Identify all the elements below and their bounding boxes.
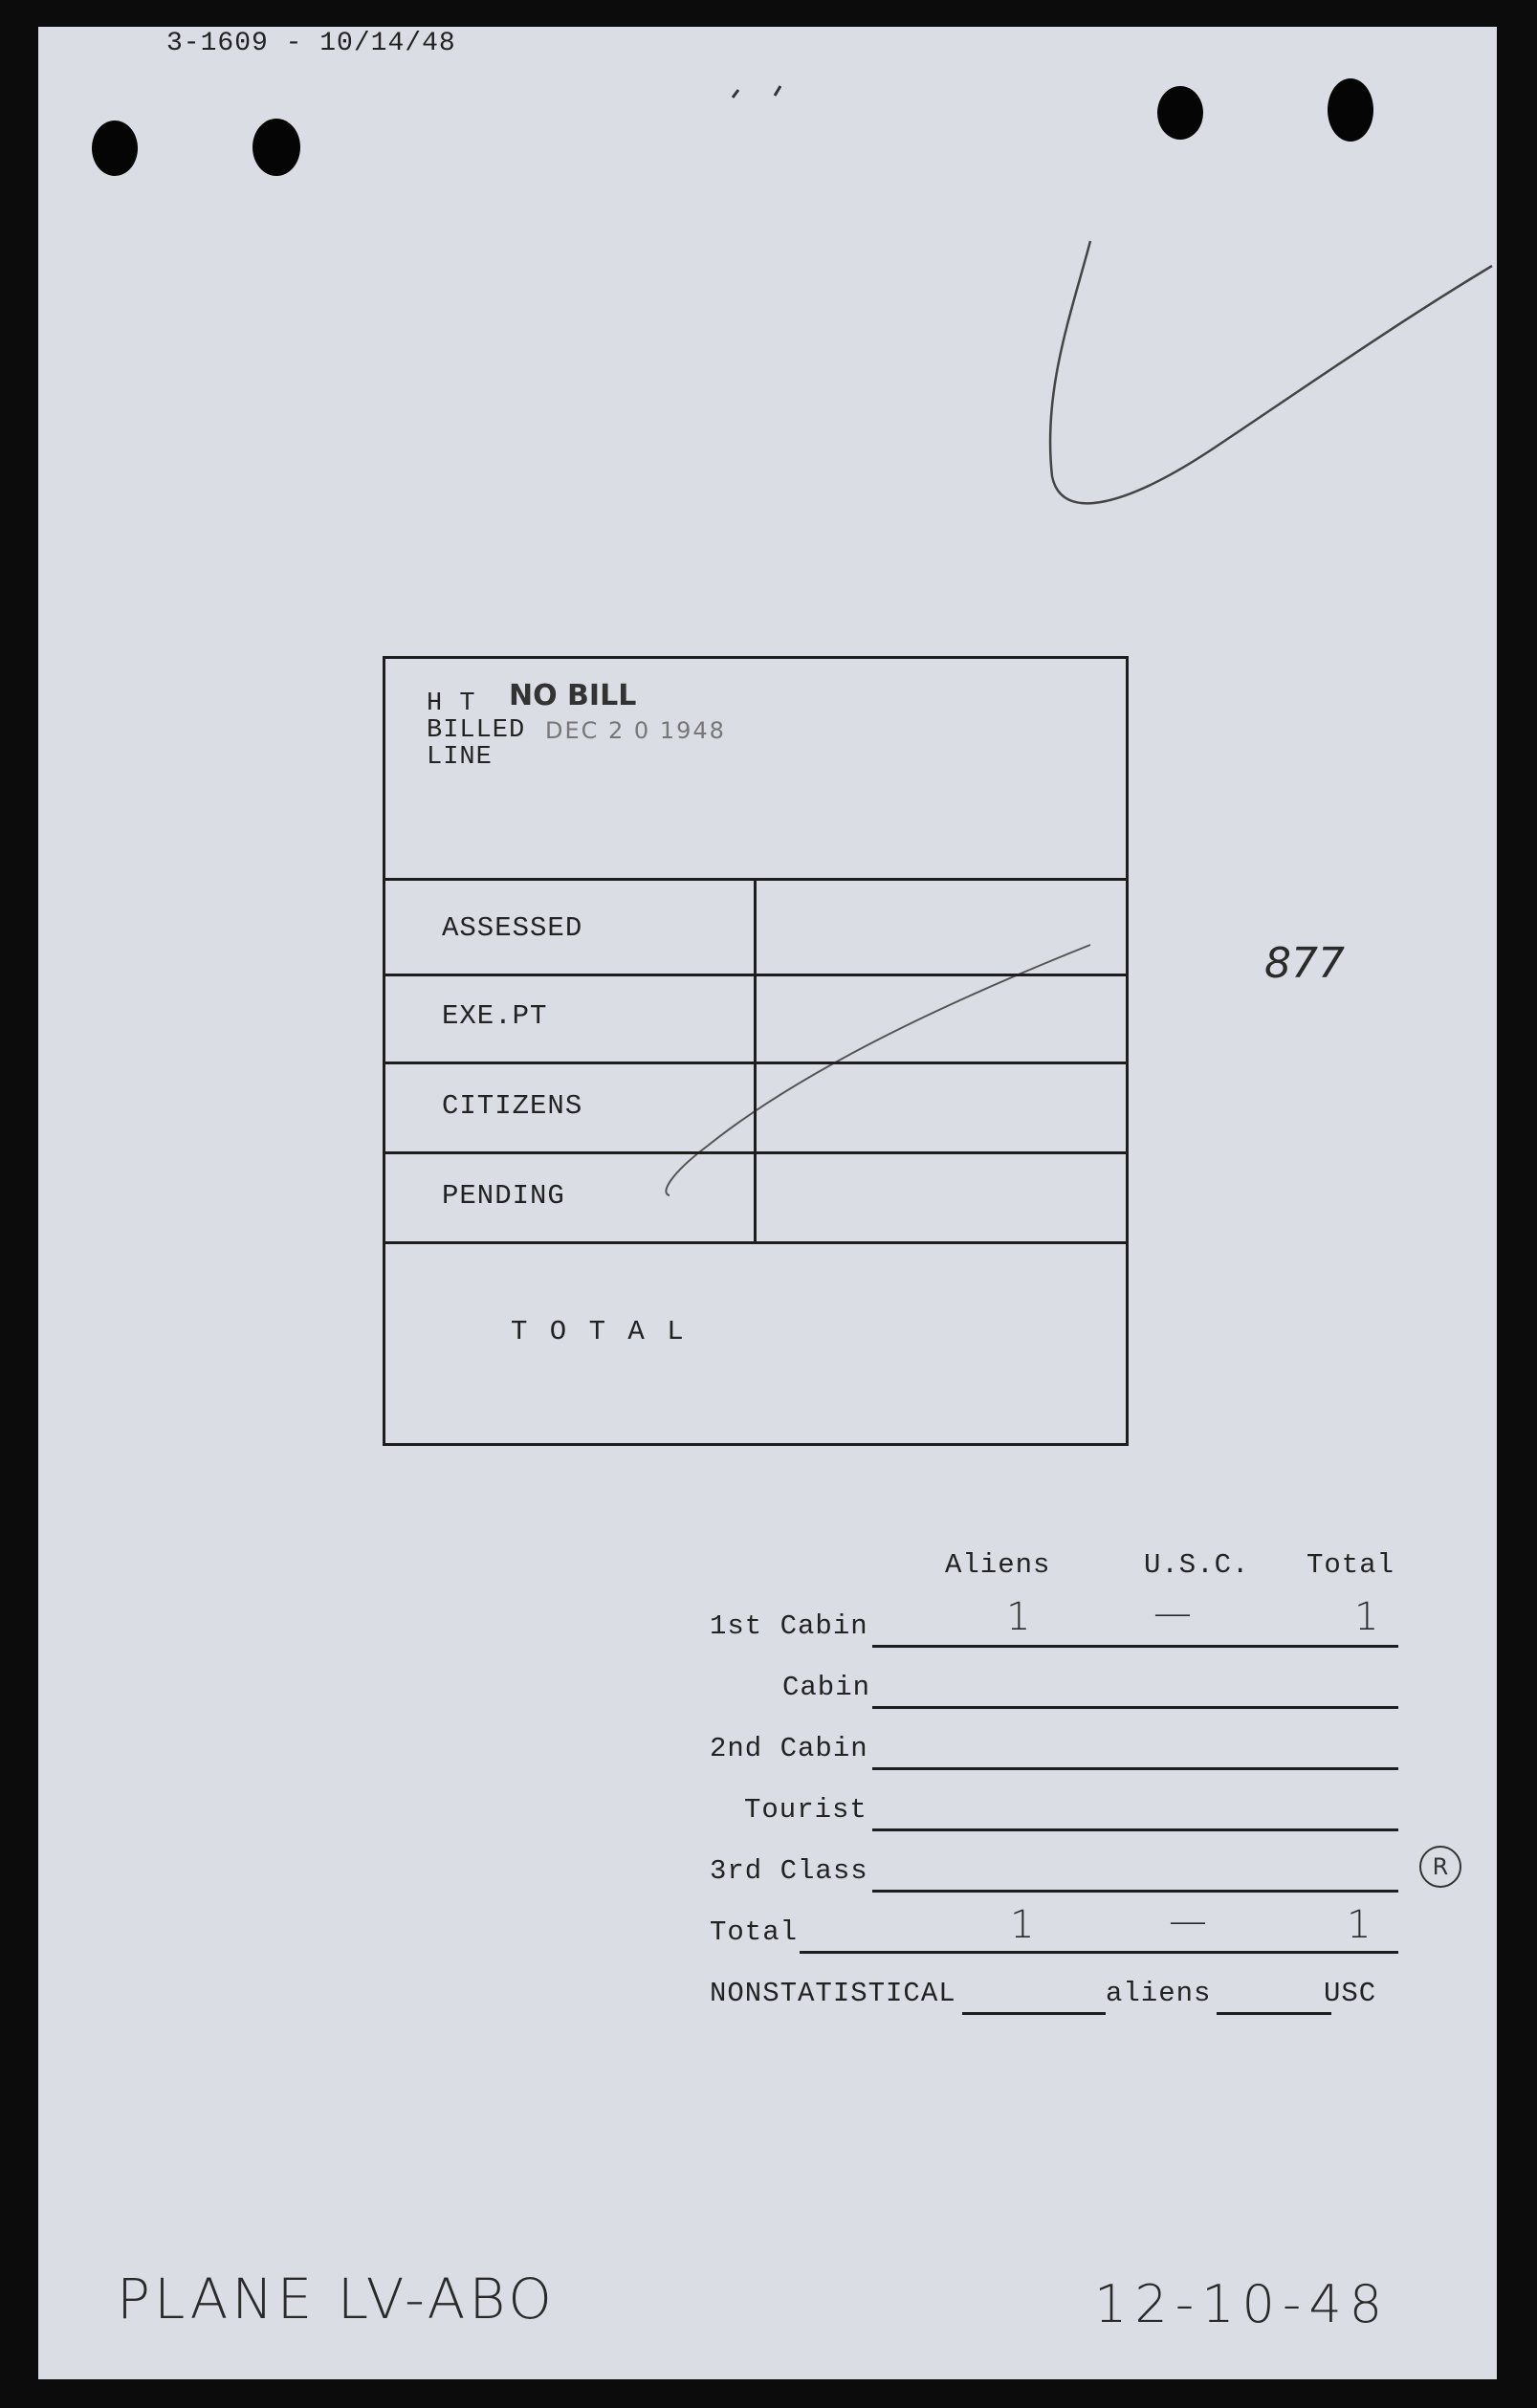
count-total: 1 [1354,1595,1379,1639]
billing-box [383,656,1129,1446]
nonstatistical-label: NONSTATISTICAL [710,1978,956,2009]
ht-label: H T [427,690,476,718]
count-usc: — [1169,1899,1207,1943]
header-usc: U.S.C. [1144,1549,1250,1581]
margin-note: 877 [1264,939,1345,988]
form-number: 3-1609 [166,29,269,58]
count-row-label: 1st Cabin [710,1610,868,1642]
billing-row-label: EXE.PT [442,1000,548,1032]
handwritten-date: 12-10-48 [1094,2274,1391,2334]
plane-note: PLANE LV-ABO [117,2266,556,2331]
document-page [38,27,1497,2379]
count-aliens: 1 [1010,1903,1035,1947]
no-bill-stamp: NO BILL [509,679,637,712]
checkmark-stroke [1050,241,1492,503]
count-row-label: Tourist [744,1794,867,1826]
billing-row-label: ASSESSED [442,912,583,944]
header-aliens: Aliens [945,1549,1051,1581]
date-stamp: DEC 2 0 1948 [545,717,726,744]
total-label: T O T A L [511,1316,687,1347]
billing-row-label: CITIZENS [442,1090,583,1122]
line-label: LINE [427,743,493,772]
count-total: 1 [1347,1903,1372,1947]
billing-row-label: PENDING [442,1180,565,1212]
count-row-label: 3rd Class [710,1855,868,1887]
nonstatistical-usc-label: USC [1324,1978,1377,2009]
count-usc: — [1153,1591,1192,1635]
circled-mark: R [1419,1846,1461,1888]
count-row-label: Total [710,1916,799,1948]
header-total: Total [1306,1549,1395,1581]
ink-speck [733,86,780,98]
count-aliens: 1 [1006,1595,1031,1639]
count-row-label: 2nd Cabin [710,1733,868,1764]
billed-label: BILLED [427,716,526,745]
nonstatistical-aliens-label: aliens [1106,1978,1212,2009]
form-date: 10/14/48 [319,29,456,58]
form-separator: - [268,29,320,58]
count-row-label: Cabin [782,1672,871,1703]
